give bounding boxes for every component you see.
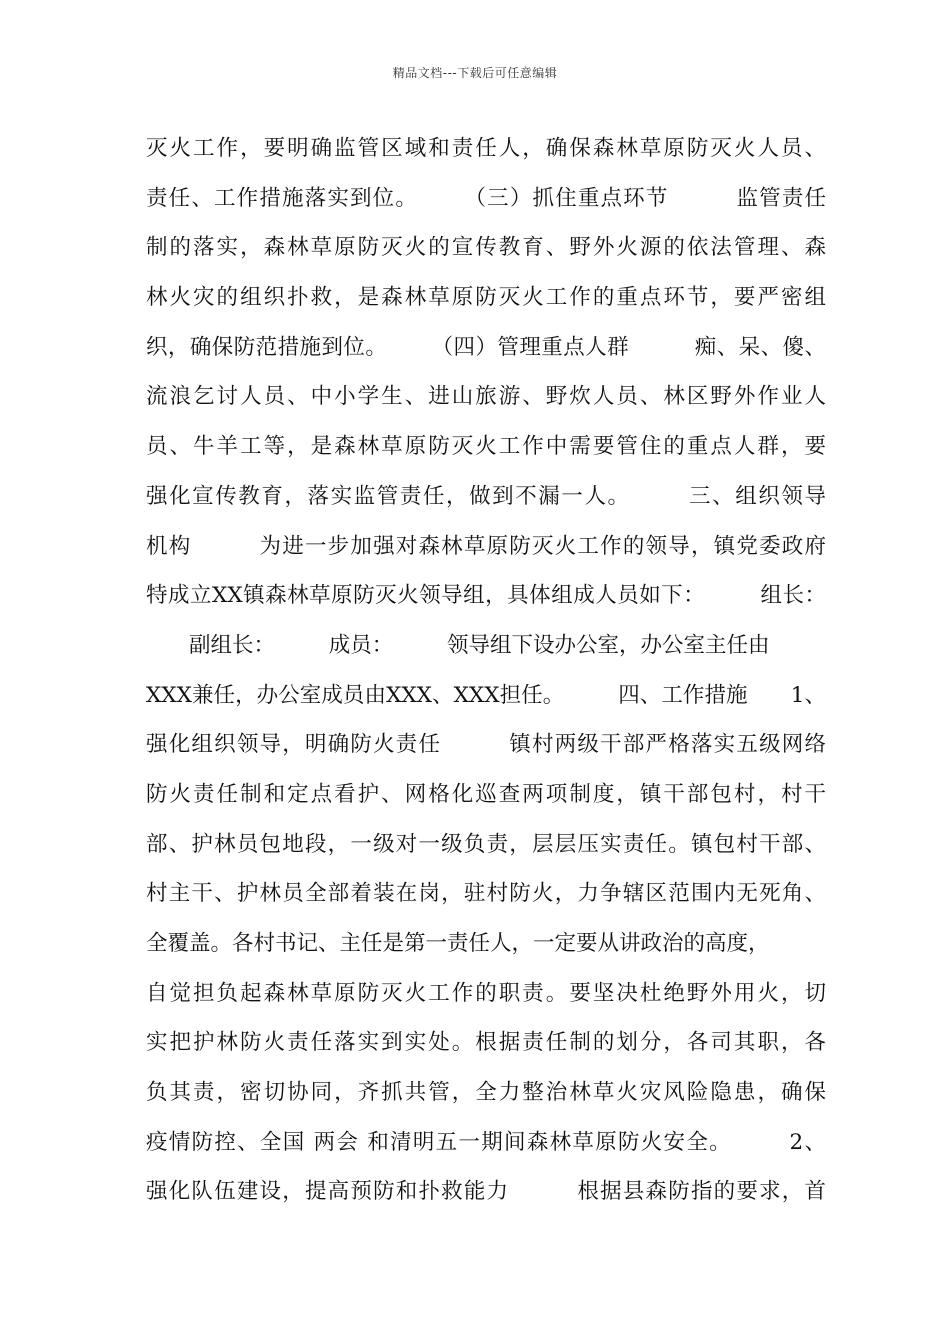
text-line: 林火灾的组织扑救，是森林草原防灭火工作的重点环节，要严密组 <box>146 285 826 311</box>
text-line: 防火责任制和定点看护、网格化巡查两项制度，镇干部包村，村干 <box>146 781 826 807</box>
text-line: 副组长： 成员： 领导组下设办公室，办公室主任由 <box>146 632 770 658</box>
text-line: 强化队伍建设，提高预防和扑救能力 根据县森防指的要求，首 <box>146 1179 826 1205</box>
text-line: 制的落实，森林草原防灭火的宣传教育、野外火源的依法管理、森 <box>146 235 826 261</box>
text-line: 机构 为进一步加强对森林草原防灭火工作的领导，镇党委政府 <box>146 533 826 559</box>
text-line: 强化宣传教育，落实监管责任，做到不漏一人。 三、组织领导 <box>146 483 826 509</box>
text-line: 织，确保防范措施到位。 （四）管理重点人群 痴、呆、傻、 <box>146 334 826 360</box>
text-line: 全覆盖。各村书记、主任是第一责任人，一定要从讲政治的高度， <box>146 931 770 956</box>
text-line: 村主干、护林员全部着装在岗，驻村防火，力争辖区范围内无死角、 <box>146 881 826 907</box>
text-line: 疫情防控、全国 两会 和清明五一期间森林草原防火安全。 2、 <box>146 1129 826 1155</box>
text-line: 员、牛羊工等，是森林草原防灭火工作中需要管住的重点人群，要 <box>146 434 826 460</box>
page-header: 精品文档---下载后可任意编辑 <box>392 66 558 80</box>
text-line: 负其责，密切协同，齐抓共管，全力整治林草火灾风险隐患，确保 <box>146 1080 826 1106</box>
text-line: 部、护林员包地段，一级对一级负责，层层压实责任。镇包村干部、 <box>146 831 826 857</box>
text-line: 责任、工作措施落实到位。 （三）抓住重点环节 监管责任 <box>146 185 826 211</box>
text-line: 自觉担负起森林草原防灭火工作的职责。要坚决杜绝野外用火，切 <box>146 980 826 1006</box>
text-line: 实把护林防火责任落实到实处。根据责任制的划分，各司其职，各 <box>146 1030 826 1056</box>
text-line: 强化组织领导，明确防火责任 镇村两级干部严格落实五级网络 <box>146 732 826 758</box>
text-line: 流浪乞讨人员、中小学生、进山旅游、野炊人员、林区野外作业人 <box>146 384 826 410</box>
document-body <box>146 124 826 1217</box>
text-line: XXX兼任，办公室成员由XXX、XXX担任。 四、工作措施 1、 <box>146 682 826 708</box>
text-line: 特成立XX镇森林草原防灭火领导组，具体组成人员如下： 组长： <box>146 583 826 609</box>
text-line: 灭火工作，要明确监管区域和责任人，确保森林草原防灭火人员、 <box>146 136 826 161</box>
